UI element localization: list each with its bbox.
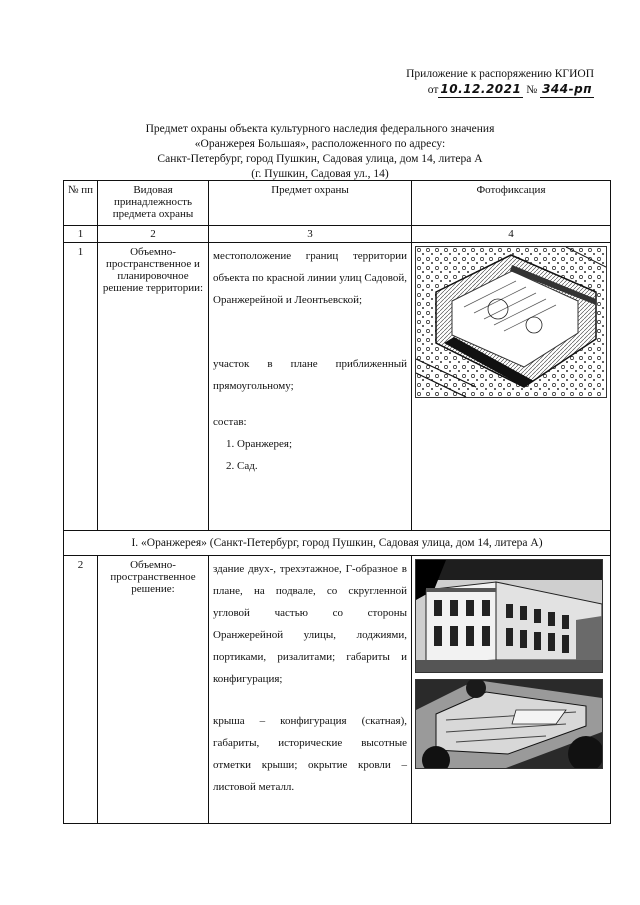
colnum-4: 4 bbox=[412, 226, 611, 243]
from-label: от bbox=[427, 84, 439, 96]
document-header bbox=[364, 67, 594, 98]
subject-paragraph: здание двух-, трехэтажное, Г-образное в плане, на подвале, со скругленной угловой частью со стороны Оранжерейной улицы, лоджиями, портиками, ризалитами; габариты и конфигурация; bbox=[213, 563, 407, 685]
section-title: I. «Оранжерея» (Санкт-Петербург, город Пушкин, Садовая улица, дом 14, литера А) bbox=[64, 531, 611, 556]
column-number-row bbox=[64, 226, 611, 243]
header-num: № пп bbox=[64, 181, 98, 226]
order-date: 10.12.2021 bbox=[440, 82, 522, 96]
building-facade-photo bbox=[415, 559, 603, 673]
header-kind: Видовая принадлежность предмета охраны bbox=[98, 181, 209, 226]
list-item: 2. Сад. bbox=[237, 455, 407, 477]
roof-aerial-photo bbox=[415, 679, 603, 769]
header-subject: Предмет охраны bbox=[209, 181, 412, 226]
row-number: 1 bbox=[64, 243, 98, 531]
number-sign: № bbox=[526, 84, 538, 96]
appendix-line: Приложение к распоряжению КГИОП bbox=[406, 68, 594, 80]
title-line-2: «Оранжерея Большая», расположенного по адресу: bbox=[194, 138, 446, 150]
row-kind: Объемно-пространственное и планировочное решение территории: bbox=[98, 243, 209, 531]
document-title bbox=[70, 122, 570, 182]
title-line-1: Предмет охраны объекта культурного наследия федерального значения bbox=[145, 123, 495, 135]
colnum-1: 1 bbox=[64, 226, 98, 243]
composition-list bbox=[213, 433, 407, 477]
subject-paragraph: крыша – конфигурация (скатная), габариты, исторические высотные отметки крыши; окрытие кровли – листовой металл. bbox=[213, 715, 407, 793]
order-line bbox=[364, 82, 594, 98]
colnum-3: 3 bbox=[209, 226, 412, 243]
subject-paragraph: участок в плане приближенный прямоугольному; bbox=[213, 358, 407, 392]
section-row bbox=[64, 531, 611, 556]
colnum-2: 2 bbox=[98, 226, 209, 243]
photo-cell bbox=[412, 556, 611, 824]
row-number: 2 bbox=[64, 556, 98, 824]
row-subject bbox=[209, 556, 412, 824]
site-plan-image bbox=[415, 246, 607, 398]
photo-cell bbox=[412, 243, 611, 531]
row-subject bbox=[209, 243, 412, 531]
row-kind: Объемно-пространственное решение: bbox=[98, 556, 209, 824]
title-line-4: (г. Пушкин, Садовая ул., 14) bbox=[251, 168, 389, 180]
table-row bbox=[64, 556, 611, 824]
subject-paragraph: состав: bbox=[213, 416, 247, 428]
table-header-row bbox=[64, 181, 611, 226]
table-row bbox=[64, 243, 611, 531]
title-line-3: Санкт-Петербург, город Пушкин, Садовая улица, дом 14, литера А bbox=[157, 153, 483, 165]
order-number: 344-рп bbox=[542, 82, 592, 96]
protection-table bbox=[63, 180, 611, 824]
list-item: 1. Оранжерея; bbox=[237, 433, 407, 455]
subject-paragraph: местоположение границ территории объекта по красной линии улиц Садовой, Оранжерейной и Леонтьевской; bbox=[213, 250, 407, 306]
header-photo: Фотофиксация bbox=[412, 181, 611, 226]
